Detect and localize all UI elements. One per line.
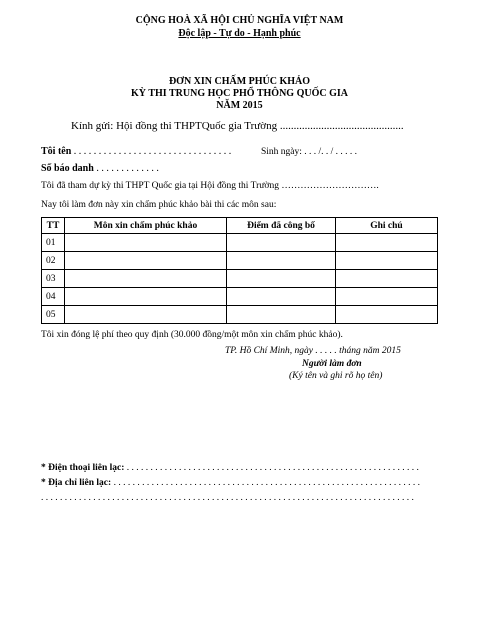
name-row bbox=[41, 146, 231, 157]
form-title-year: NĂM 2015 bbox=[216, 100, 263, 111]
request-line: Nay tôi làm đơn này xin chấm phúc khảo bài thi các môn sau: bbox=[41, 200, 277, 210]
note-cell[interactable] bbox=[336, 306, 438, 324]
score-cell[interactable] bbox=[227, 234, 336, 252]
dob-field[interactable]: Sinh ngày: . . . /. . / . . . . . bbox=[261, 147, 358, 157]
table-row bbox=[42, 270, 438, 288]
motto-text: Độc lập - Tự do - Hạnh phúc bbox=[178, 28, 301, 39]
row-number: 02 bbox=[42, 252, 65, 270]
name-field[interactable]: . . . . . . . . . . . . . . . . . . . . . . . . . . . . . . . . bbox=[71, 146, 232, 157]
phone-field[interactable]: . . . . . . . . . . . . . . . . . . . . . . . . . . . . . . . . . . . . . . . . . . . . . . . . . . . . . . . . . . . . . . bbox=[124, 463, 419, 473]
table-row bbox=[42, 234, 438, 252]
sbd-label: Số báo danh bbox=[41, 163, 94, 174]
subject-cell[interactable] bbox=[65, 270, 227, 288]
phone-label: * Điện thoại liên lạc: bbox=[41, 463, 125, 473]
motto bbox=[0, 28, 479, 39]
subject-cell[interactable] bbox=[65, 234, 227, 252]
address-continuation[interactable]: . . . . . . . . . . . . . . . . . . . . . . . . . . . . . . . . . . . . . . . . . . . . . . . . . . . . . . . . . . . . . . . . . . . . . . . . . . . . . . . bbox=[41, 493, 414, 503]
form-title-line1: ĐƠN XIN CHẤM PHÚC KHẢO bbox=[168, 76, 311, 87]
subjects-table bbox=[41, 217, 438, 324]
score-cell[interactable] bbox=[227, 288, 336, 306]
score-cell[interactable] bbox=[227, 270, 336, 288]
row-number: 03 bbox=[42, 270, 65, 288]
note-cell[interactable] bbox=[336, 252, 438, 270]
score-cell[interactable] bbox=[227, 252, 336, 270]
row-number: 01 bbox=[42, 234, 65, 252]
subject-cell[interactable] bbox=[65, 288, 227, 306]
name-label: Tôi tên bbox=[41, 146, 72, 157]
address-label: * Địa chỉ liên lạc: bbox=[41, 478, 112, 488]
table-row bbox=[42, 288, 438, 306]
note-cell[interactable] bbox=[336, 288, 438, 306]
col-header-score: Điểm đã công bố bbox=[227, 218, 336, 234]
col-header-note: Ghi chú bbox=[336, 218, 438, 234]
subject-cell[interactable] bbox=[65, 306, 227, 324]
subject-cell[interactable] bbox=[65, 252, 227, 270]
col-header-tt: TT bbox=[42, 218, 65, 234]
phone-row bbox=[41, 463, 419, 473]
place-date: TP. Hồ Chí Minh, ngày . . . . . tháng năm 2015 bbox=[225, 346, 401, 356]
note-cell[interactable] bbox=[336, 234, 438, 252]
signer-title: Người làm đơn bbox=[302, 359, 362, 369]
score-cell[interactable] bbox=[227, 306, 336, 324]
sbd-field[interactable]: . . . . . . . . . . . . . bbox=[93, 163, 159, 174]
row-number: 05 bbox=[42, 306, 65, 324]
recipient-line: Kính gửi: Hội đồng thi THPTQuốc gia Trường ............................................. bbox=[71, 120, 404, 132]
table-header-row bbox=[42, 218, 438, 234]
table-row bbox=[42, 306, 438, 324]
address-field[interactable]: . . . . . . . . . . . . . . . . . . . . . . . . . . . . . . . . . . . . . . . . . . . . . . . . . . . . . . . . . . . . . . . . . bbox=[111, 478, 420, 488]
col-header-subject: Môn xin chấm phúc khảo bbox=[65, 218, 227, 234]
table-row bbox=[42, 252, 438, 270]
nation-heading: CỘNG HOÀ XÃ HỘI CHỦ NGHĨA VIỆT NAM bbox=[135, 15, 344, 26]
note-cell[interactable] bbox=[336, 270, 438, 288]
address-row bbox=[41, 478, 420, 488]
fee-note: Tôi xin đóng lệ phí theo quy định (30.000 đồng/một môn xin chấm phúc khảo). bbox=[41, 330, 343, 340]
sbd-row bbox=[41, 163, 159, 174]
row-number: 04 bbox=[42, 288, 65, 306]
signature-note: (Ký tên và ghi rõ họ tên) bbox=[289, 371, 383, 381]
form-title-line2: KỲ THI TRUNG HỌC PHỔ THÔNG QUỐC GIA bbox=[131, 88, 348, 99]
participation-line[interactable]: Tôi đã tham dự kỳ thi THPT Quốc gia tại Hội đồng thi Trường …………………………. bbox=[41, 181, 379, 191]
